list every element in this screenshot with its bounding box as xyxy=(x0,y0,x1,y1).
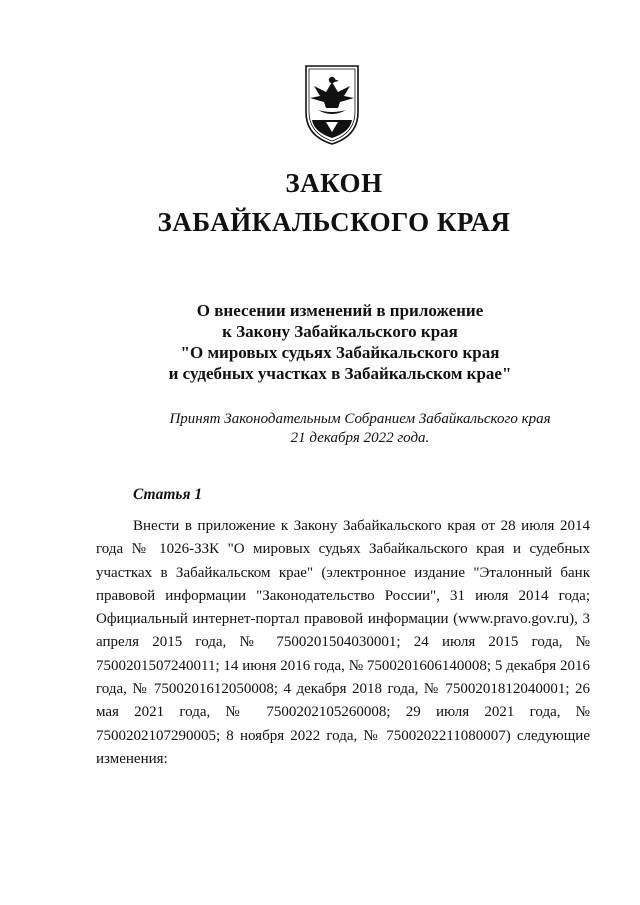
document-title-region: ЗАБАЙКАЛЬСКОГО КРАЯ xyxy=(157,207,511,237)
document-title: ЗАКОН xyxy=(285,168,383,198)
law-subject-line: "О мировых судьях Забайкальского края xyxy=(180,343,500,362)
law-subject-line: О внесении изменений в приложение xyxy=(196,301,484,320)
article-heading: Статья 1 xyxy=(133,486,203,503)
adoption-date: 21 декабря 2022 года. xyxy=(290,430,430,446)
article-body: Внести в приложение к Закону Забайкальского края от 28 июля 2014 года № 1026-ЗЗК "О мировых судьях Забайкальского края и судебных участках в Забайкальском крае" (электронное издание "Эталонный банк правовой информации "Законодательство России", 31 июля 2014 года; Официальный интернет-портал правовой информации (www.pravo.gov.ru), 3 апреля 2015 года, № 7500201504030001; 24 июля 2015 года, № 7500201507240011; 14 июня 2016 года, № 7500201606140008; 5 декабря 2016 года, № 7500201612050008; 4 декабря 2018 года, № 7500201812040001; 26 мая 2021 года, № 7500202105260008; 29 июля 2021 года, № 7500202107290005; 8 ноября 2022 года, № 7500202211080007) следующие изменения: xyxy=(96,518,590,767)
adoption-note-line: Принят Законодательным Собранием Забайкальского края xyxy=(169,411,551,427)
law-subject-line: к Закону Забайкальского края xyxy=(222,322,458,341)
adoption-note xyxy=(20,410,640,448)
law-subject-line: и судебных участках в Забайкальском крае" xyxy=(168,364,512,383)
law-subject xyxy=(20,300,640,384)
coat-of-arms-eagle-icon xyxy=(296,62,368,146)
